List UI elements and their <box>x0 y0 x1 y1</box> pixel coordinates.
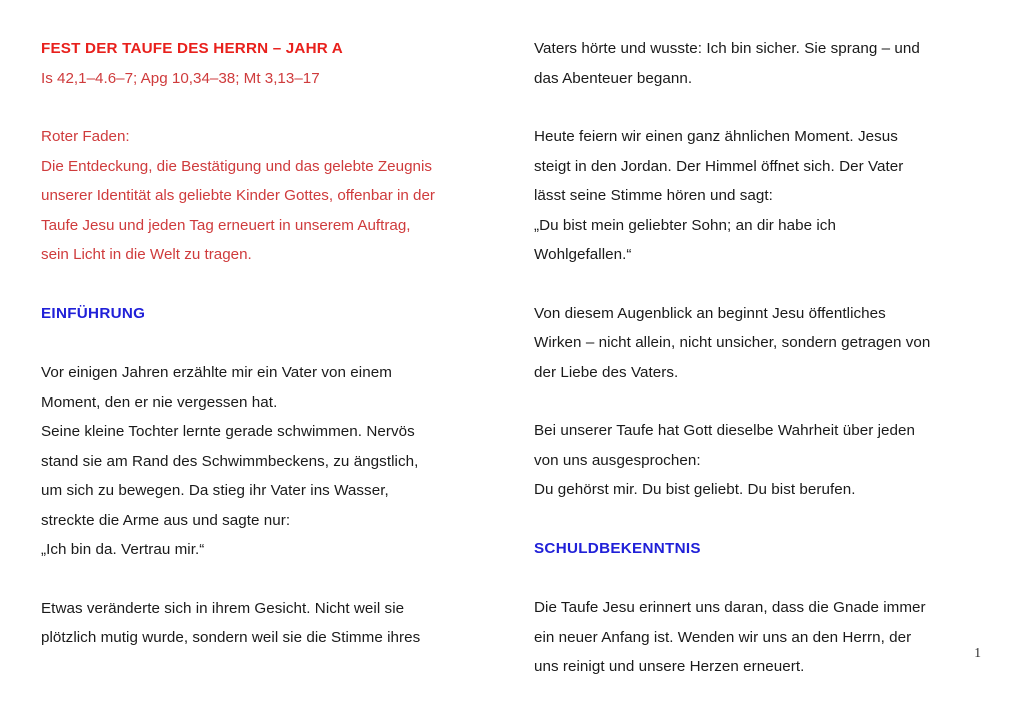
text-line: steigt in den Jordan. Der Himmel öffnet sich. Der Vater <box>534 157 904 175</box>
roter-faden-line: sein Licht in die Welt zu tragen. <box>41 246 252 263</box>
right-paragraph-4 <box>534 416 984 505</box>
right-paragraph-2 <box>534 122 984 270</box>
roter-faden-label: Roter Faden: <box>41 128 130 145</box>
text-line: Von diesem Augenblick an beginnt Jesu öffentliches <box>534 304 886 322</box>
roter-faden-line: Taufe Jesu und jeden Tag erneuert in unserem Auftrag, <box>41 216 411 234</box>
spacer <box>534 93 984 122</box>
text-line: lässt seine Stimme hören und sagt: <box>534 187 773 204</box>
spacer <box>534 563 984 593</box>
spacer <box>534 505 984 534</box>
text-line: Etwas veränderte sich in ihrem Gesicht. Nicht weil sie <box>41 599 405 617</box>
spacer <box>41 270 491 299</box>
text-line: „Du bist mein geliebter Sohn; an dir habe ich <box>534 216 836 234</box>
right-paragraph-1 <box>534 34 984 93</box>
text-line: von uns ausgesprochen: <box>534 451 701 469</box>
text-line: uns reinigt und unsere Herzen erneuert. <box>534 658 805 675</box>
text-line: stand sie am Rand des Schwimmbeckens, zu ängstlich, <box>41 452 419 470</box>
text-line: Seine kleine Tochter lernte gerade schwimmen. Nervös <box>41 423 415 440</box>
text-line: Die Taufe Jesu erinnert uns daran, dass die Gnade immer <box>534 599 926 616</box>
right-paragraph-3 <box>534 299 984 388</box>
text-line: plötzlich mutig wurde, sondern weil sie die Stimme ihres <box>41 629 421 646</box>
einfuehrung-paragraph-2 <box>41 594 491 653</box>
text-line: Moment, den er nie vergessen hat. <box>41 393 278 411</box>
text-line: Wohlgefallen.“ <box>534 246 632 263</box>
roter-faden-block <box>41 122 491 270</box>
roter-faden-line: Die Entdeckung, die Bestätigung und das gelebte Zeugnis <box>41 157 432 175</box>
text-line: Heute feiern wir einen ganz ähnlichen Moment. Jesus <box>534 128 898 145</box>
spacer <box>534 270 984 299</box>
text-line: Bei unserer Taufe hat Gott dieselbe Wahrheit über jeden <box>534 422 915 439</box>
text-line: Vor einigen Jahren erzählte mir ein Vater von einem <box>41 364 392 381</box>
text-line: „Ich bin da. Vertrau mir.“ <box>41 541 205 558</box>
text-line: um sich zu bewegen. Da stieg ihr Vater ins Wasser, <box>41 482 389 499</box>
text-line: das Abenteuer begann. <box>534 69 693 87</box>
text-line: ein neuer Anfang ist. Wenden wir uns an den Herrn, der <box>534 628 912 646</box>
text-line: Wirken – nicht allein, nicht unsicher, sondern getragen von <box>534 334 931 351</box>
spacer <box>534 387 984 416</box>
section-heading-schuldbekenntnis: SCHULDBEKENNTNIS <box>534 539 701 557</box>
right-column <box>534 34 984 682</box>
page-title: FEST DER TAUFE DES HERRN – JAHR A <box>41 40 343 57</box>
text-line: Du gehörst mir. Du bist geliebt. Du bist berufen. <box>534 481 856 498</box>
text-line: streckte die Arme aus und sagte nur: <box>41 511 291 529</box>
two-column-body <box>41 34 983 682</box>
spacer <box>41 93 491 122</box>
einfuehrung-paragraph-1 <box>41 358 491 565</box>
page-number: 1 <box>974 645 981 660</box>
roter-faden-line: unserer Identität als geliebte Kinder Gottes, offenbar in der <box>41 187 435 204</box>
scripture-readings: Is 42,1–4.6–7; Apg 10,34–38; Mt 3,13–17 <box>41 69 320 87</box>
text-line: Vaters hörte und wusste: Ich bin sicher. Sie sprang – und <box>534 40 920 57</box>
section-heading-einfuehrung: EINFÜHRUNG <box>41 304 146 322</box>
left-column <box>41 34 491 682</box>
spacer <box>41 328 491 358</box>
text-line: der Liebe des Vaters. <box>534 363 679 381</box>
spacer <box>41 565 491 594</box>
schuldbekenntnis-paragraph <box>534 593 984 682</box>
